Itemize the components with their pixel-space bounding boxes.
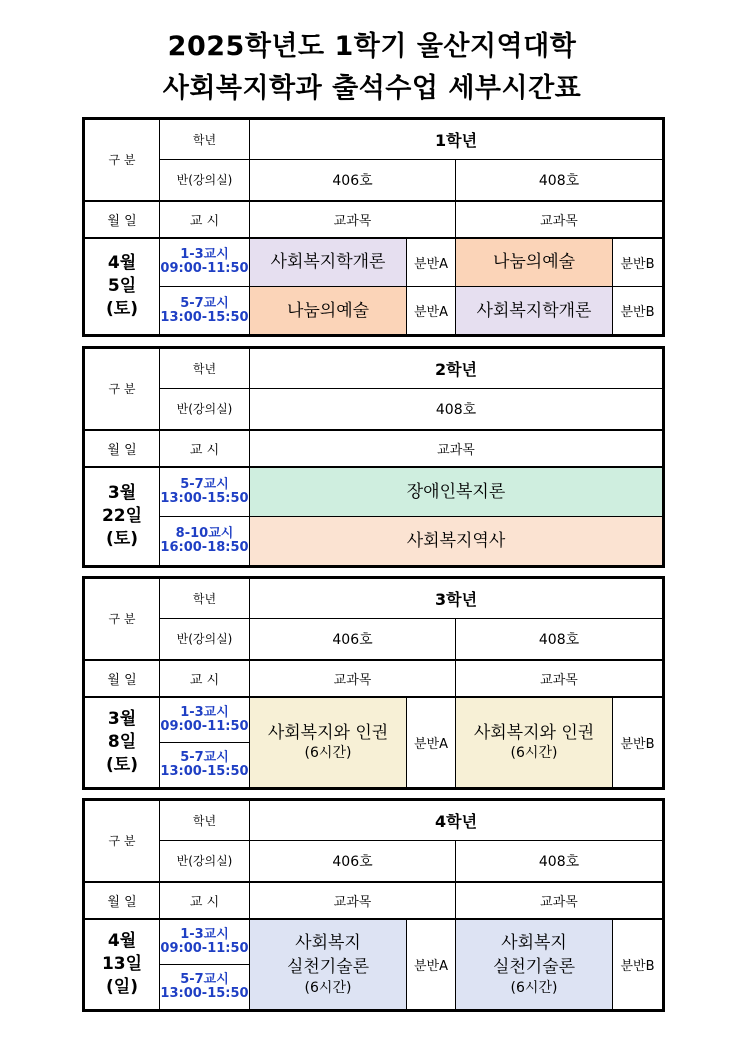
room-a: 408호 <box>250 389 664 430</box>
period-cell: 5-7교시 13:00-15:50 <box>160 467 250 517</box>
room-b: 408호 <box>456 841 664 882</box>
room-a: 406호 <box>250 841 456 882</box>
subject-cell: 장애인복지론 <box>250 467 664 517</box>
period-cell: 5-7교시 13:00-15:50 <box>160 743 250 789</box>
schedule-table-grade3 <box>82 576 665 790</box>
class-room-label: 반(강의실) <box>160 389 250 430</box>
grade-label: 학년 <box>160 119 250 160</box>
class-room-label: 반(강의실) <box>160 619 250 660</box>
split-cell: 분반B <box>613 238 664 287</box>
period-label: 교 시 <box>160 201 250 238</box>
subject-label-a: 교과목 <box>250 660 456 697</box>
subject-cell: 사회복지 실천기술론 (6시간) <box>250 919 407 1011</box>
schedule-table-grade2 <box>82 346 665 568</box>
period-cell: 8-10교시 16:00-18:50 <box>160 517 250 567</box>
period-label: 교 시 <box>160 882 250 919</box>
period-label: 교 시 <box>160 430 250 467</box>
grade-value: 1학년 <box>250 119 664 160</box>
period-cell: 1-3교시 09:00-11:50 <box>160 919 250 965</box>
room-b: 408호 <box>456 160 664 201</box>
month-day-label: 월 일 <box>84 201 160 238</box>
subject-label-a: 교과목 <box>250 882 456 919</box>
subject-cell: 사회복지와 인권 (6시간) <box>250 697 407 789</box>
grade-value: 4학년 <box>250 800 664 841</box>
period-label: 교 시 <box>160 660 250 697</box>
grade-label: 학년 <box>160 348 250 389</box>
grade-value: 3학년 <box>250 578 664 619</box>
period-cell: 1-3교시 09:00-11:50 <box>160 238 250 287</box>
period-cell: 5-7교시 13:00-15:50 <box>160 965 250 1011</box>
subject-cell: 사회복지학개론 <box>250 238 407 287</box>
subject-label-a: 교과목 <box>250 201 456 238</box>
page-title-line2: 사회복지학과 출석수업 세부시간표 <box>162 73 582 104</box>
period-cell: 5-7교시 13:00-15:50 <box>160 287 250 336</box>
split-cell: 분반B <box>613 287 664 336</box>
grade-label: 학년 <box>160 578 250 619</box>
date-cell: 4월 5일 (토) <box>84 238 160 336</box>
month-day-label: 월 일 <box>84 430 160 467</box>
split-cell: 분반A <box>407 919 456 1011</box>
date-cell: 3월 22일 (토) <box>84 467 160 567</box>
split-cell: 분반A <box>407 697 456 789</box>
split-cell: 분반B <box>613 919 664 1011</box>
subject-cell: 나눔의예술 <box>250 287 407 336</box>
category-label: 구 분 <box>84 578 160 660</box>
page-title-line1: 2025학년도 1학기 울산지역대학 <box>167 31 577 62</box>
room-a: 406호 <box>250 619 456 660</box>
category-label: 구 분 <box>84 800 160 882</box>
month-day-label: 월 일 <box>84 660 160 697</box>
class-room-label: 반(강의실) <box>160 841 250 882</box>
grade-value: 2학년 <box>250 348 664 389</box>
subject-label-a: 교과목 <box>250 430 664 467</box>
month-day-label: 월 일 <box>84 882 160 919</box>
period-cell: 1-3교시 09:00-11:50 <box>160 697 250 743</box>
date-cell: 3월 8일 (토) <box>84 697 160 789</box>
split-cell: 분반A <box>407 238 456 287</box>
subject-cell: 사회복지역사 <box>250 517 664 567</box>
subject-cell: 사회복지학개론 <box>456 287 613 336</box>
schedule-table-grade1 <box>82 117 665 337</box>
subject-label-b: 교과목 <box>456 660 664 697</box>
subject-label-b: 교과목 <box>456 201 664 238</box>
room-a: 406호 <box>250 160 456 201</box>
room-b: 408호 <box>456 619 664 660</box>
schedule-table-grade4 <box>82 798 665 1012</box>
split-cell: 분반B <box>613 697 664 789</box>
subject-cell: 사회복지 실천기술론 (6시간) <box>456 919 613 1011</box>
split-cell: 분반A <box>407 287 456 336</box>
date-cell: 4월 13일 (일) <box>84 919 160 1011</box>
class-room-label: 반(강의실) <box>160 160 250 201</box>
subject-cell: 사회복지와 인권 (6시간) <box>456 697 613 789</box>
category-label: 구 분 <box>84 348 160 430</box>
subject-label-b: 교과목 <box>456 882 664 919</box>
grade-label: 학년 <box>160 800 250 841</box>
category-label: 구 분 <box>84 119 160 201</box>
subject-cell: 나눔의예술 <box>456 238 613 287</box>
